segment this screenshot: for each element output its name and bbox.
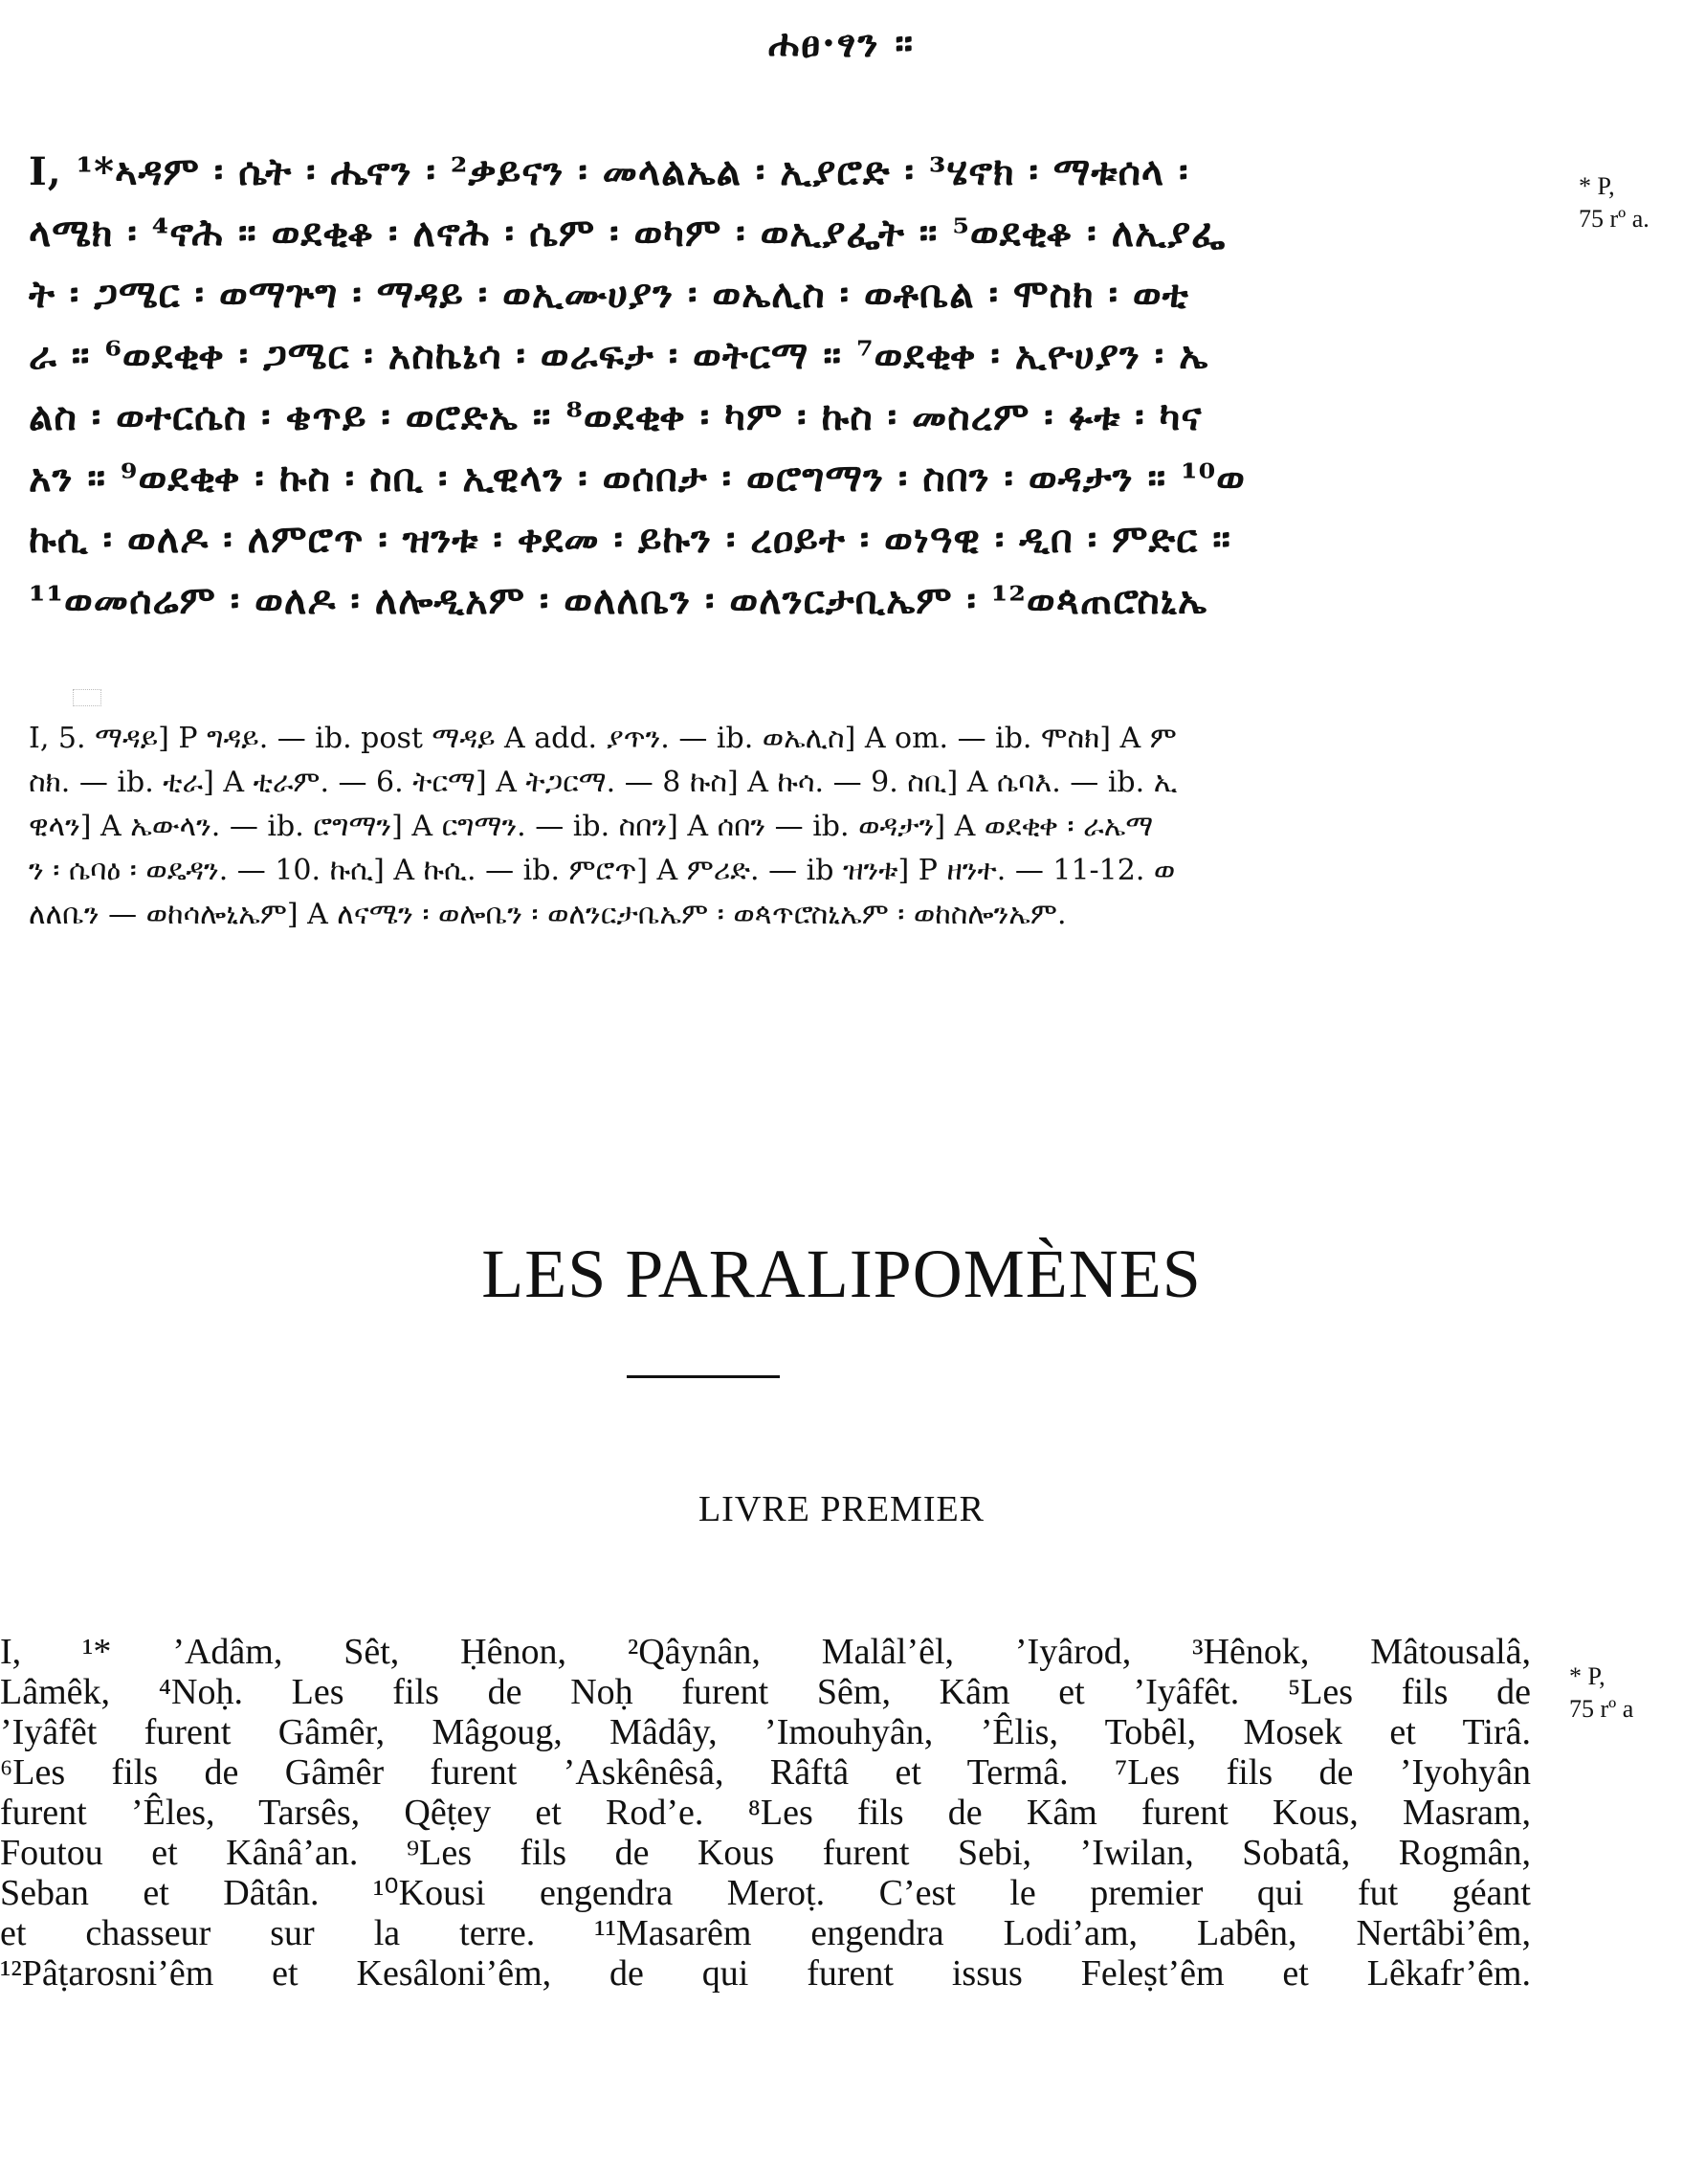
french-line: furent ’Êles, Tarsês, Qêṭey et Rod’e. ⁸Les fils de Kâm furent Kous, Masram, — [0, 1793, 1531, 1833]
french-line: ¹²Pâṭarosni’êm et Kesâloni’êm, de qui furent issus Feleṣt’êm et Lêkafr’êm. — [0, 1953, 1531, 1994]
critical-apparatus — [29, 718, 1521, 938]
margin-note-line: 75 rº a. — [1579, 205, 1650, 233]
french-line: Seban et Dâtân. ¹⁰Kousi engendra Meroṭ. C’est le premier qui fut géant — [0, 1873, 1531, 1913]
french-line: ’Iyâfêt furent Gâmêr, Mâgoug, Mâdây, ’Imouhyân, ’Êlis, Tobêl, Mosek et Tirâ. — [0, 1712, 1531, 1752]
french-line: I, ¹* ’Adâm, Sêt, Ḥênon, ²Qâynân, Malâl’êl, ’Iyârod, ³Hênok, Mâtousalâ, — [0, 1632, 1531, 1672]
french-line: Foutou et Kânâ’an. ⁹Les fils de Kous furent Sebi, ’Iwilan, Sobatâ, Rogmân, — [0, 1833, 1531, 1873]
margin-note-line: * P, — [1569, 1662, 1605, 1690]
geez-line: ¹¹ወመሰሬም ፡ ወለዶ ፡ ለሎዲአም ፡ ወለለቤን ፡ ወለንርታቢኤም ፡ ¹²ወጳጠሮስኒኤ — [29, 578, 1207, 623]
geez-line: ላሜክ ፡ ⁴ኖሕ ። ወደቂቆ ፡ ለኖሕ ፡ ሴም ፡ ወካም ፡ ወኢያፌት ። ⁵ወደቂቆ ፡ ለኢያፌ — [29, 211, 1227, 256]
margin-note-french — [1569, 1660, 1633, 1726]
geez-line: ራ ። ⁶ወደቂቀ ፡ ጋሜር ፡ አስኬኔሳ ፡ ወራፍታ ፡ ወትርማ ። ⁷ወደቂቀ ፡ ኢዮሀያን ፡ ኤ — [29, 333, 1209, 378]
geez-line: አን ። ⁹ወደቂቀ ፡ ኩስ ፡ ስቢ ፡ ኢዊላን ፡ ወሰበታ ፡ ወሮግማን ፡ ስበን ፡ ወዳታን ። ¹⁰ወ — [29, 456, 1246, 501]
apparatus-line: ስክ. — ib. ቲራ] A ቲራም. — 6. ትርማ] A ትጋርማ. — 8 ኩስ] A ኩሳ. — 9. ስቢ] A ሴባእ. — ib. ኢ — [29, 766, 1178, 799]
geez-line: ት ፡ ጋሜር ፡ ወማጕግ ፡ ማዳይ ፡ ወኢሙሀያን ፡ ወኤሊስ ፡ ወቶቤል ፡ ሞስክ ፡ ወቲ — [29, 272, 1189, 317]
geez-line: ኩሲ ፡ ወለዶ ፡ ለምሮጥ ፡ ዝንቱ ፡ ቀደመ ፡ ይኩን ፡ ረዐይተ ፡ ወነዓዊ ፡ ዲበ ፡ ምድር ። — [29, 517, 1231, 562]
geez-text-block — [29, 144, 1521, 634]
title-rule — [627, 1375, 780, 1378]
apparatus-line: ዊላን] A ኤውላን. — ib. ሮግማን] A ርግማን. — ib. ስበን] A ሰበን — ib. ወዳታን] A ወደቂቀ ፡ ራኤማ — [29, 810, 1154, 843]
geez-line: ልስ ፡ ወተርሴስ ፡ ቄጥይ ፡ ወሮድኤ ። ⁸ወደቂቀ ፡ ካም ፡ ኩስ ፡ መስረም ፡ ፉቱ ፡ ካና — [29, 394, 1203, 439]
french-line: et chasseur sur la terre. ¹¹Masarêm engendra Lodi’am, Labên, Nertâbi’êm, — [0, 1913, 1531, 1953]
running-title: ሐፀ·ፃን ። — [767, 21, 916, 66]
margin-note-line: 75 rº a — [1569, 1695, 1634, 1723]
ornament-mark — [73, 689, 101, 706]
margin-note-geez — [1579, 170, 1650, 235]
book-subtitle: LIVRE PREMIER — [698, 1489, 985, 1529]
apparatus-line: I, 5. ማዳይ] P ግዳይ. — ib. post ማዳይ A add. ያጥን. — ib. ወኤሊስ] A om. — ib. ሞስክ] A ም — [29, 722, 1177, 755]
french-line: ⁶Les fils de Gâmêr furent ’Askênêsâ, Râftâ et Termâ. ⁷Les fils de ’Iyohyân — [0, 1752, 1531, 1793]
apparatus-line: ን ፡ ሴባዕ ፡ ወዴዳን. — 10. ኩሲ] A ኩሲ. — ib. ምሮጥ] A ምሪድ. — ib ዝንቱ] P ዘንተ. — 11-12. ወ — [29, 854, 1176, 887]
geez-line: I, ¹*ኣዳም ፡ ሴት ፡ ሔኖን ፡ ²ቃይናን ፡ መላልኤል ፡ ኢያሮድ ፡ ³ሄኖክ ፡ ማቱሰላ ፡ — [29, 149, 1189, 194]
margin-note-line: * P, — [1579, 172, 1615, 200]
french-text-block — [0, 1632, 1531, 1994]
apparatus-line: ለለቤን — ወከሳሎኒኤም] A ለናሜን ፡ ወሎቤን ፡ ወለንርታቤኤም ፡ ወጳጥሮስኒኤም ፡ ወከስሎንኤም. — [29, 898, 1067, 931]
french-line: Lâmêk, ⁴Noḥ. Les fils de Noḥ furent Sêm, Kâm et ’Iyâfêt. ⁵Les fils de — [0, 1672, 1531, 1712]
book-title: LES PARALIPOMÈNES — [481, 1236, 1202, 1312]
